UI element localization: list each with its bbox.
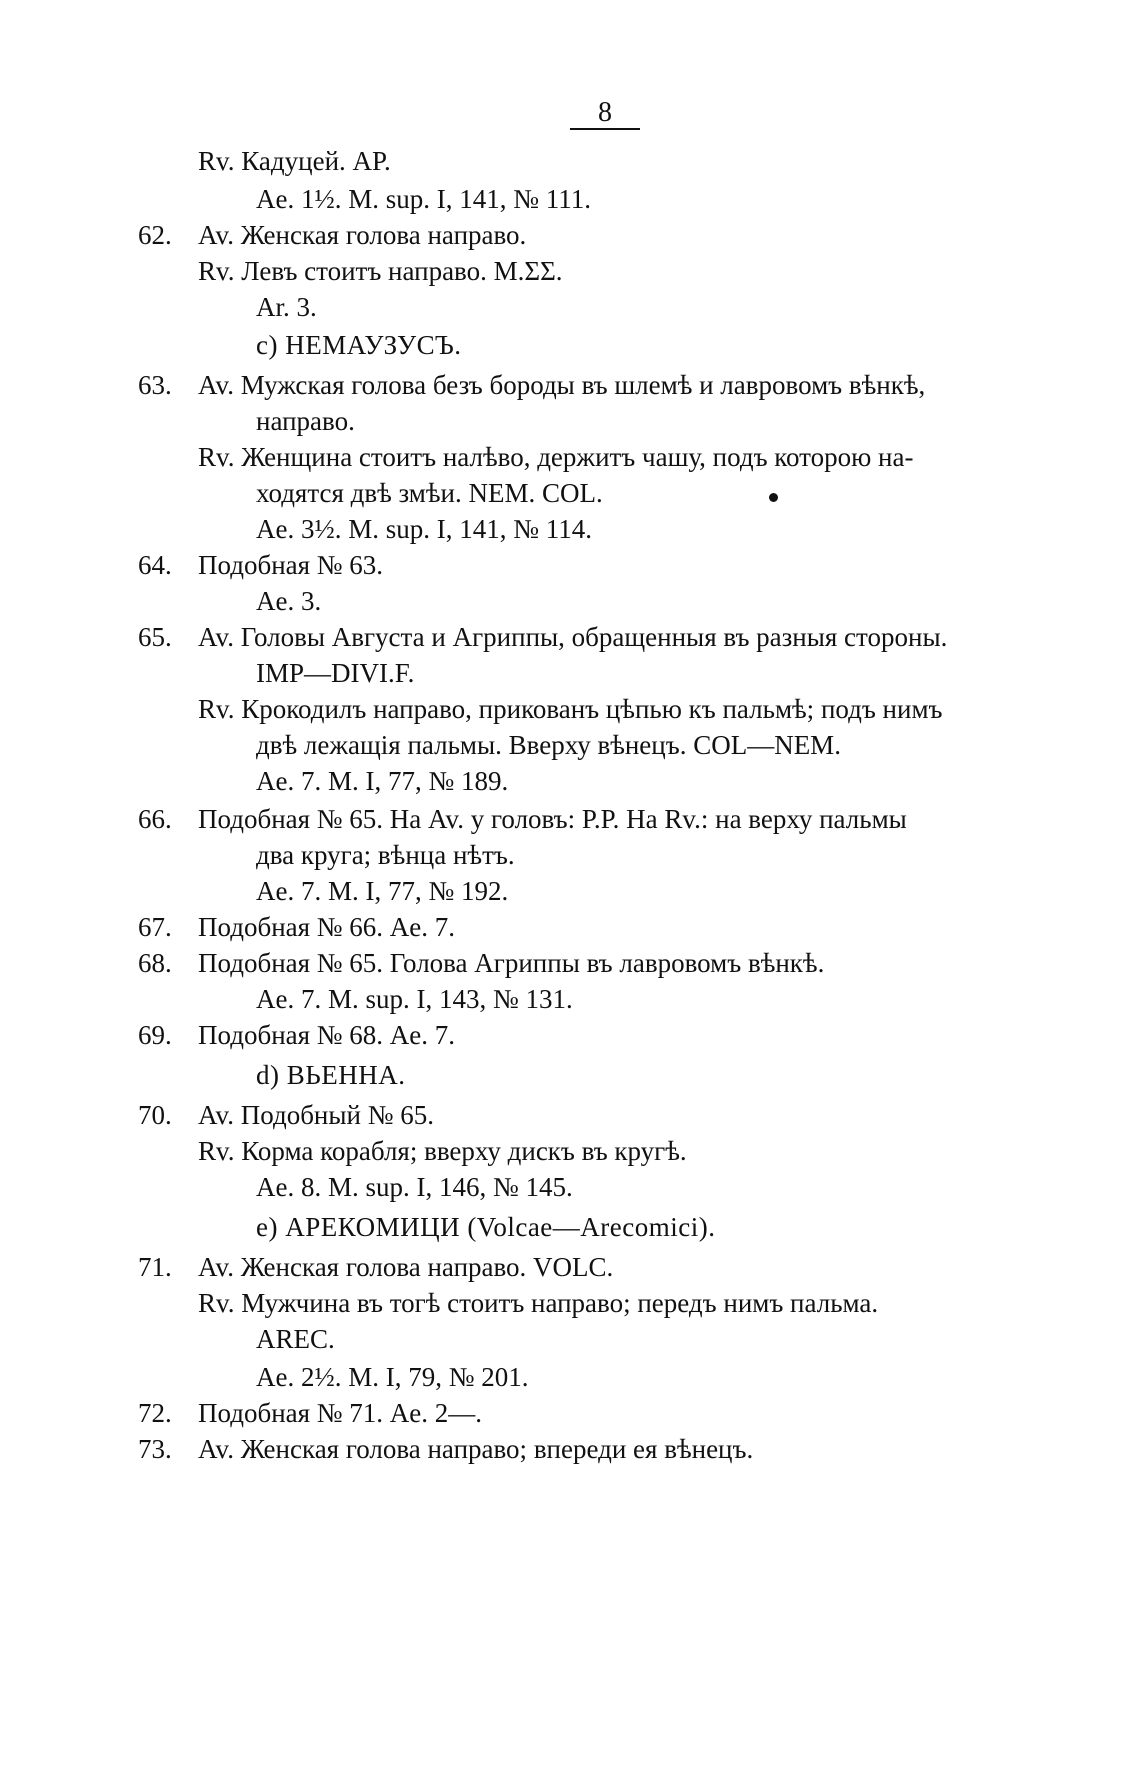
line-text: двѣ лежащія пальмы. Вверху вѣнецъ. COL—NEM. <box>256 730 841 760</box>
page-number: 8 <box>598 97 612 128</box>
line-text: Rv. Женщина стоитъ налѣво, держитъ чашу, подъ которою на- <box>198 442 914 472</box>
line-text: Ae. 7. M. I, 77, № 189. <box>256 766 509 796</box>
line-text: Ar. 3. <box>256 292 317 322</box>
line-text: Подобная № 65. На Av. у головъ: P.P. На Rv.: на верху пальмы <box>198 804 907 834</box>
line-text: Ae. 7. M. I, 77, № 192. <box>256 876 509 906</box>
line-text: Rv. Корма корабля; вверху дискъ въ кругѣ. <box>198 1136 687 1166</box>
line-text: Ae. 8. M. sup. I, 146, № 145. <box>256 1172 573 1202</box>
line-text: Ae. 3½. M. sup. I, 141, № 114. <box>256 514 592 544</box>
entry-number: 73. <box>138 1434 172 1464</box>
section-heading-text: e) АРЕКОМИЦИ (Volcae—Arecomici). <box>256 1212 716 1242</box>
line-text: направо. <box>256 406 355 436</box>
line-text: Ae. 2½. M. I, 79, № 201. <box>256 1362 529 1392</box>
entry-number: 67. <box>138 912 172 942</box>
line-text: Подобная № 65. Голова Агриппы въ лавровомъ вѣнкѣ. <box>198 948 825 978</box>
entry-number: 66. <box>138 804 172 834</box>
line-text: Av. Женская голова направо. <box>198 220 527 250</box>
line-text: Rv. Крокодилъ направо, прикованъ цѣпью къ пальмѣ; подъ нимъ <box>198 694 943 724</box>
line-text: Rv. Левъ стоитъ направо. M.ΣΣ. <box>198 256 563 286</box>
line-text: Подобная № 68. Ae. 7. <box>198 1020 456 1050</box>
section-heading-text: d) ВЬЕННА. <box>256 1060 406 1090</box>
entry-number: 64. <box>138 550 172 580</box>
entry-number: 72. <box>138 1398 172 1428</box>
ink-speck <box>769 493 778 502</box>
line-text: Подобная № 63. <box>198 550 384 580</box>
section-heading-text: c) НЕМАУЗУСЪ. <box>256 330 462 360</box>
line-text: Подобная № 66. Ae. 7. <box>198 912 456 942</box>
line-text: IMP—DIVI.F. <box>256 658 415 688</box>
line-text: Av. Мужская голова безъ бороды въ шлемѣ и лавровомъ вѣнкѣ, <box>198 370 926 400</box>
line-text: Av. Подобный № 65. <box>198 1100 434 1130</box>
line-text: Rv. Кадуцей. AP. <box>198 146 391 176</box>
entry-number: 62. <box>138 220 172 250</box>
line-text: два круга; вѣнца нѣтъ. <box>256 840 515 870</box>
entry-number: 68. <box>138 948 172 978</box>
line-text: AREC. <box>256 1324 335 1354</box>
entry-number: 71. <box>138 1252 172 1282</box>
line-text: Ae. 1½. M. sup. I, 141, № 111. <box>256 184 591 214</box>
line-text: Av. Женская голова направо; впереди ея вѣнецъ. <box>198 1434 754 1464</box>
line-text: Av. Головы Августа и Агриппы, обращенныя въ разныя стороны. <box>198 622 948 652</box>
entry-number: 63. <box>138 370 172 400</box>
line-text: Ae. 3. <box>256 586 322 616</box>
line-text: Ae. 7. M. sup. I, 143, № 131. <box>256 984 573 1014</box>
page-number-rule <box>570 128 640 130</box>
line-text: Подобная № 71. Ae. 2—. <box>198 1398 483 1428</box>
line-text: ходятся двѣ змѣи. NEM. COL. <box>256 478 603 508</box>
line-text: Rv. Мужчина въ тогѣ стоитъ направо; передъ нимъ пальма. <box>198 1288 879 1318</box>
entry-number: 70. <box>138 1100 172 1130</box>
entry-number: 65. <box>138 622 172 652</box>
entry-number: 69. <box>138 1020 172 1050</box>
line-text: Av. Женская голова направо. VOLC. <box>198 1252 614 1282</box>
